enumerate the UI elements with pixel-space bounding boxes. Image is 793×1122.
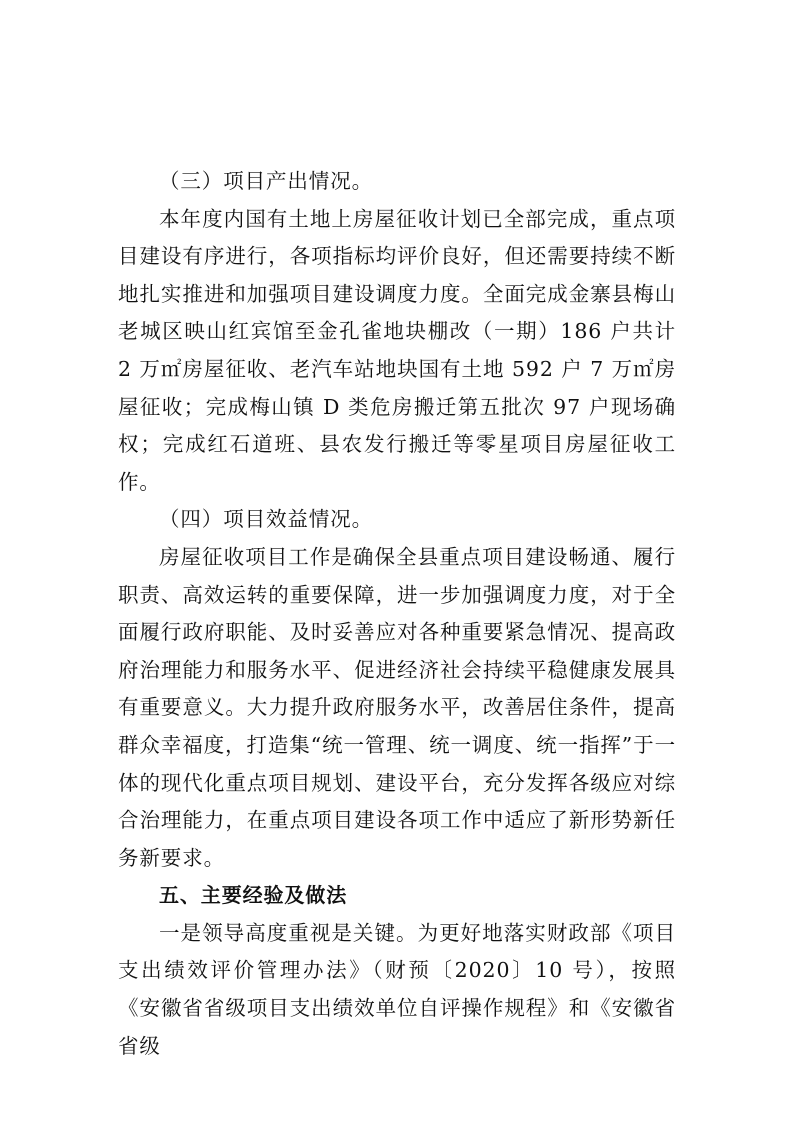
document-body [118, 163, 676, 1065]
subheading-project-output: （三）项目产出情况。 [159, 169, 373, 193]
paragraph-project-benefit: 房屋征收项目工作是确保全县重点项目建设畅通、履行职责、高效运转的重要保障，进一步加强调度力度，对于全面履行政府职能、及时妥善应对各种重要紧急情况、提高政府治理能力和服务水平、促进经济社会持续平稳健康发展具有重要意义。大力提升政府服务水平，改善居住条件，提高群众幸福度，打造集“统一管理、统一调度、统一指挥”于一体的现代化重点项目规划、建设平台，充分发挥各级应对综合治理能力，在重点项目建设各项工作中适应了新形势新任务新要求。 [118, 544, 676, 870]
subheading-project-benefit: （四）项目效益情况。 [159, 507, 373, 532]
paragraph-experience-first: 一是领导高度重视是关键。为更好地落实财政部《项目支出绩效评价管理办法》（财预〔2020〕10 号），按照《安徽省省级项目支出绩效单位自评操作规程》和《安徽省省级 [118, 920, 676, 1058]
paragraph-project-output: 本年度内国有土地上房屋征收计划已全部完成，重点项目建设有序进行，各项指标均评价良好，但还需要持续不断地扎实推进和加强项目建设调度力度。全面完成金寨县梅山老城区映山红宾馆至金孔雀地块棚改（一期）186 户共计 2 万㎡房屋征收、老汽车站地块国有土地 592 户 7 万㎡房屋征收；完成梅山镇 D 类危房搬迁第五批次 97 户现场确权；完成红石道班、县农发行搬迁等零星项目房屋征收工作。 [118, 206, 676, 494]
section-heading-main-experience: 五、主要经验及做法 [159, 883, 348, 908]
